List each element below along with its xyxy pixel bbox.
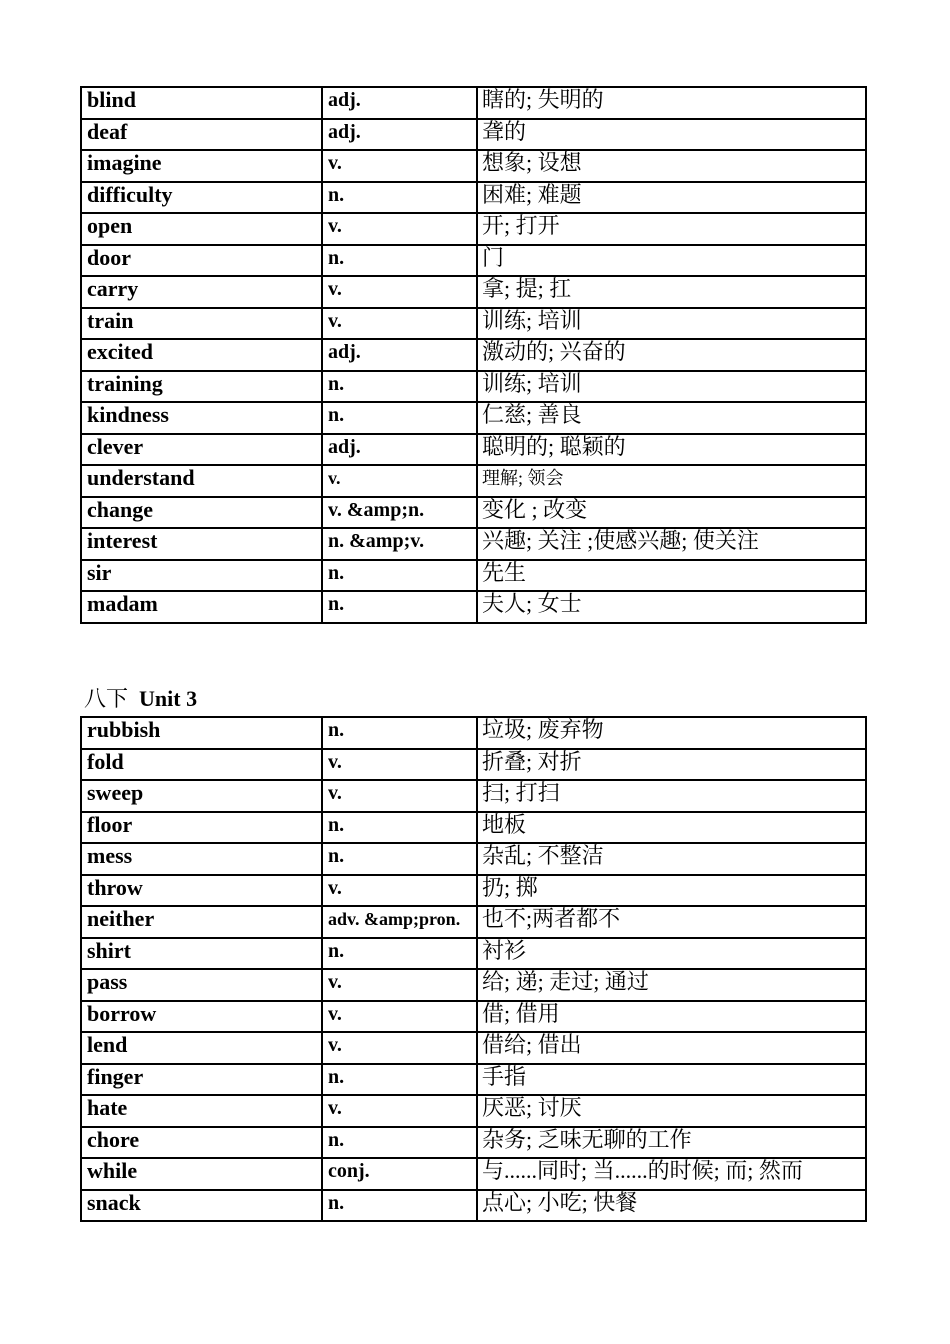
word-cell: snack [81, 1190, 322, 1222]
meaning-cell: 地板 [477, 812, 866, 844]
table-row [81, 749, 866, 781]
table-row [81, 434, 866, 466]
meaning-cell: 拿; 提; 扛 [477, 276, 866, 308]
meaning-cell: 给; 递; 走过; 通过 [477, 969, 866, 1001]
table-row [81, 560, 866, 592]
table-row [81, 402, 866, 434]
word-cell: borrow [81, 1001, 322, 1033]
pos-cell: v. [322, 780, 477, 812]
pos-cell: adj. [322, 339, 477, 371]
meaning-cell: 开; 打开 [477, 213, 866, 245]
table-row [81, 969, 866, 1001]
word-cell: sir [81, 560, 322, 592]
word-cell: excited [81, 339, 322, 371]
pos-cell: n. &amp;v. [322, 528, 477, 560]
table-row [81, 87, 866, 119]
table-row [81, 182, 866, 214]
word-cell: lend [81, 1032, 322, 1064]
word-cell: throw [81, 875, 322, 907]
word-cell: blind [81, 87, 322, 119]
word-cell: fold [81, 749, 322, 781]
word-cell: sweep [81, 780, 322, 812]
vocab-table-2 [80, 716, 867, 1222]
meaning-cell: 借给; 借出 [477, 1032, 866, 1064]
meaning-cell: 折叠; 对折 [477, 749, 866, 781]
pos-cell: n. [322, 182, 477, 214]
meaning-cell: 手指 [477, 1064, 866, 1096]
pos-cell: v. &amp;n. [322, 497, 477, 529]
meaning-cell: 门 [477, 245, 866, 277]
heading-unit: Unit 3 [139, 686, 198, 711]
word-cell: train [81, 308, 322, 340]
pos-cell: v. [322, 1001, 477, 1033]
pos-cell: v. [322, 465, 477, 497]
pos-cell: v. [322, 1095, 477, 1127]
table-row [81, 1127, 866, 1159]
word-cell: carry [81, 276, 322, 308]
pos-cell: adj. [322, 87, 477, 119]
meaning-cell: 扫; 打扫 [477, 780, 866, 812]
word-cell: neither [81, 906, 322, 938]
meaning-cell: 点心; 小吃; 快餐 [477, 1190, 866, 1222]
pos-cell: n. [322, 591, 477, 623]
word-cell: training [81, 371, 322, 403]
pos-cell: n. [322, 1127, 477, 1159]
table-row [81, 119, 866, 151]
pos-cell: n. [322, 1064, 477, 1096]
pos-cell: v. [322, 276, 477, 308]
pos-cell: v. [322, 749, 477, 781]
meaning-cell: 厌恶; 讨厌 [477, 1095, 866, 1127]
meaning-cell: 训练; 培训 [477, 308, 866, 340]
meaning-cell: 与......同时; 当......的时候; 而; 然而 [477, 1158, 866, 1190]
table-row [81, 276, 866, 308]
word-cell: open [81, 213, 322, 245]
meaning-cell: 杂乱; 不整洁 [477, 843, 866, 875]
table-row [81, 245, 866, 277]
table-row [81, 497, 866, 529]
pos-cell: n. [322, 1190, 477, 1222]
heading-prefix: 八下 [84, 686, 129, 711]
meaning-cell: 垃圾; 废弃物 [477, 717, 866, 749]
word-cell: while [81, 1158, 322, 1190]
pos-cell: n. [322, 371, 477, 403]
pos-cell: n. [322, 402, 477, 434]
word-cell: understand [81, 465, 322, 497]
word-cell: mess [81, 843, 322, 875]
vocab-table-1-body [81, 87, 866, 623]
table-row [81, 150, 866, 182]
vocab-table-1 [80, 86, 867, 624]
table-row [81, 843, 866, 875]
meaning-cell: 困难; 难题 [477, 182, 866, 214]
pos-cell: adj. [322, 434, 477, 466]
pos-cell: adv. &amp;pron. [322, 906, 477, 938]
word-cell: interest [81, 528, 322, 560]
table-row [81, 591, 866, 623]
word-cell: kindness [81, 402, 322, 434]
pos-cell: adj. [322, 119, 477, 151]
table-row [81, 308, 866, 340]
vocab-table-2-body [81, 717, 866, 1221]
meaning-cell: 仁慈; 善良 [477, 402, 866, 434]
word-cell: imagine [81, 150, 322, 182]
word-cell: finger [81, 1064, 322, 1096]
word-cell: shirt [81, 938, 322, 970]
pos-cell: n. [322, 560, 477, 592]
meaning-cell: 瞎的; 失明的 [477, 87, 866, 119]
meaning-cell: 聋的 [477, 119, 866, 151]
pos-cell: conj. [322, 1158, 477, 1190]
table-row [81, 938, 866, 970]
table-row [81, 1095, 866, 1127]
table-row [81, 906, 866, 938]
pos-cell: n. [322, 812, 477, 844]
word-cell: madam [81, 591, 322, 623]
word-cell: door [81, 245, 322, 277]
pos-cell: v. [322, 1032, 477, 1064]
pos-cell: v. [322, 213, 477, 245]
meaning-cell: 兴趣; 关注 ;使感兴趣; 使关注 [477, 528, 866, 560]
meaning-cell: 借; 借用 [477, 1001, 866, 1033]
table-row [81, 875, 866, 907]
table-row [81, 1032, 866, 1064]
meaning-cell: 想象; 设想 [477, 150, 866, 182]
word-cell: hate [81, 1095, 322, 1127]
pos-cell: n. [322, 843, 477, 875]
word-cell: change [81, 497, 322, 529]
table-row [81, 1158, 866, 1190]
word-cell: chore [81, 1127, 322, 1159]
meaning-cell: 训练; 培训 [477, 371, 866, 403]
word-cell: rubbish [81, 717, 322, 749]
word-cell: pass [81, 969, 322, 1001]
pos-cell: v. [322, 150, 477, 182]
table-row [81, 339, 866, 371]
pos-cell: v. [322, 875, 477, 907]
table-row [81, 465, 866, 497]
meaning-cell: 夫人; 女士 [477, 591, 866, 623]
word-cell: clever [81, 434, 322, 466]
meaning-cell: 衬衫 [477, 938, 866, 970]
meaning-cell: 聪明的; 聪颖的 [477, 434, 866, 466]
table-row [81, 717, 866, 749]
meaning-cell: 扔; 掷 [477, 875, 866, 907]
word-cell: deaf [81, 119, 322, 151]
section-heading [84, 682, 197, 713]
pos-cell: n. [322, 245, 477, 277]
meaning-cell: 理解; 领会 [477, 465, 866, 497]
table-row [81, 528, 866, 560]
pos-cell: n. [322, 717, 477, 749]
pos-cell: v. [322, 308, 477, 340]
table-row [81, 1190, 866, 1222]
meaning-cell: 激动的; 兴奋的 [477, 339, 866, 371]
meaning-cell: 先生 [477, 560, 866, 592]
table-row [81, 780, 866, 812]
meaning-cell: 杂务; 乏味无聊的工作 [477, 1127, 866, 1159]
table-row [81, 812, 866, 844]
meaning-cell: 变化 ; 改变 [477, 497, 866, 529]
word-cell: difficulty [81, 182, 322, 214]
table-row [81, 1001, 866, 1033]
table-row [81, 371, 866, 403]
meaning-cell: 也不;两者都不 [477, 906, 866, 938]
pos-cell: n. [322, 938, 477, 970]
table-row [81, 1064, 866, 1096]
table-row [81, 213, 866, 245]
pos-cell: v. [322, 969, 477, 1001]
word-cell: floor [81, 812, 322, 844]
